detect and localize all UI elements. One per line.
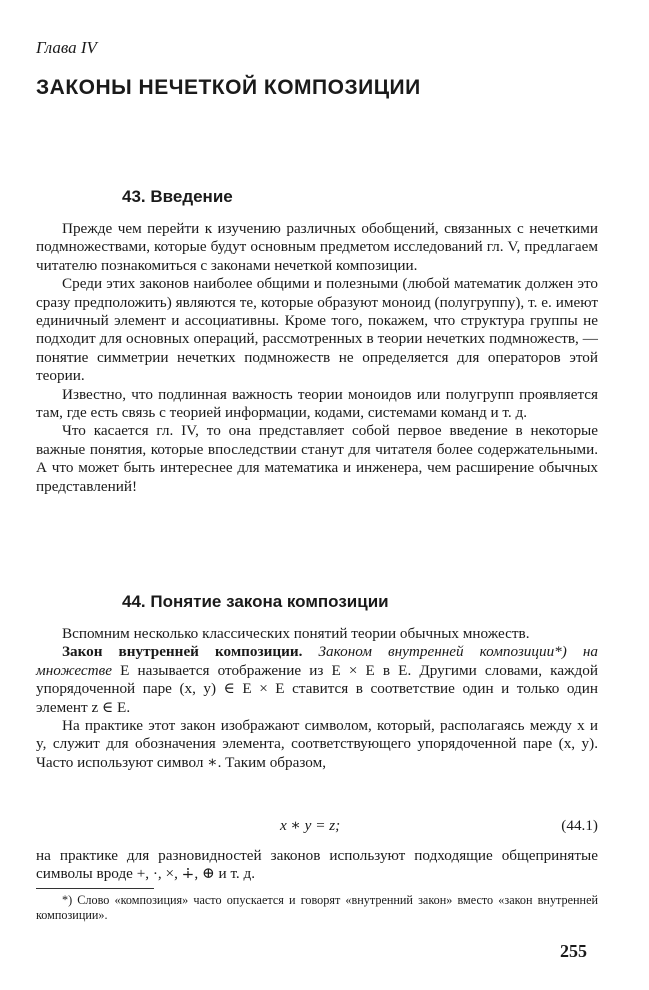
page-number: 255 xyxy=(560,941,587,961)
definition-text: E называется отображение из E × E в E. Другими словами, каждой упорядоченной паре (x, y) ∈ E × E ставится в соответствие один и только один элемент z ∈ E. xyxy=(36,661,599,716)
formula: x ∗ y = z; xyxy=(280,817,341,834)
section-44-body xyxy=(36,625,598,772)
definition-italic: Законом внутренней композиции*) на множестве xyxy=(36,643,599,679)
section-44-continuation xyxy=(36,847,598,884)
footnote-divider xyxy=(36,888,154,889)
paragraph: Прежде чем перейти к изучению различных обобщений, связанных с нечеткими подмножествами, которые будут основным предметом исследований гл. V, предлагаем читателю познакомиться с законами нечеткой композиции. xyxy=(36,220,598,274)
footnote-text: *) Слово «композиция» часто опускается и говорят «внутренний закон» вместо «закон внутренней композиции». xyxy=(36,893,598,922)
definition-paragraph xyxy=(36,643,598,717)
section-43-heading: 43. Введение xyxy=(122,187,233,206)
paragraph: Вспомним несколько классических понятий теории обычных множеств. xyxy=(62,625,530,642)
paragraph: на практике для разновидностей законов используют подходящие общепринятые символы вроде +, ·, ×, ∔, ⊕ и т. д. xyxy=(36,847,598,883)
section-43-body xyxy=(36,220,598,496)
chapter-label: Глава IV xyxy=(36,38,97,57)
footnote xyxy=(36,893,598,923)
formula-number: (44.1) xyxy=(561,817,598,834)
paragraph: Известно, что подлинная важность теории моноидов или полугрупп проявляется там, где есть связь с теорией информации, кодами, системами команд и т. д. xyxy=(36,385,598,422)
definition-term: Закон внутренней композиции. xyxy=(62,643,303,661)
chapter-title: ЗАКОНЫ НЕЧЕТКОЙ КОМПОЗИЦИИ xyxy=(36,76,421,99)
paragraph: Что касается гл. IV, то она представляет собой первое введение в некоторые важные понятия, которые впоследствии станут для читателя более содержательными. А что может быть интереснее для математика и инженера, чем расширение обычных представлений! xyxy=(36,422,598,495)
paragraph: На практике этот закон изображают символом, который, располагаясь между x и y, служит для обозначения элемента, соответствующего упорядоченной паре (x, y). Часто используют символ ∗. Таким образом, xyxy=(36,717,598,771)
section-44-heading: 44. Понятие закона композиции xyxy=(122,592,389,611)
paragraph: Среди этих законов наиболее общими и полезными (любой математик должен это сразу предположить) являются те, которые образуют моноид (полугруппу), т. е. имеют единичный элемент и ассоциативны. Кроме того, покажем, что структура группы не подходит для основных операций, рассмотренных в теории нечетких подмножеств, — понятие симметрии нечетких подмножеств не определяется для операторов этой теории. xyxy=(36,275,598,385)
